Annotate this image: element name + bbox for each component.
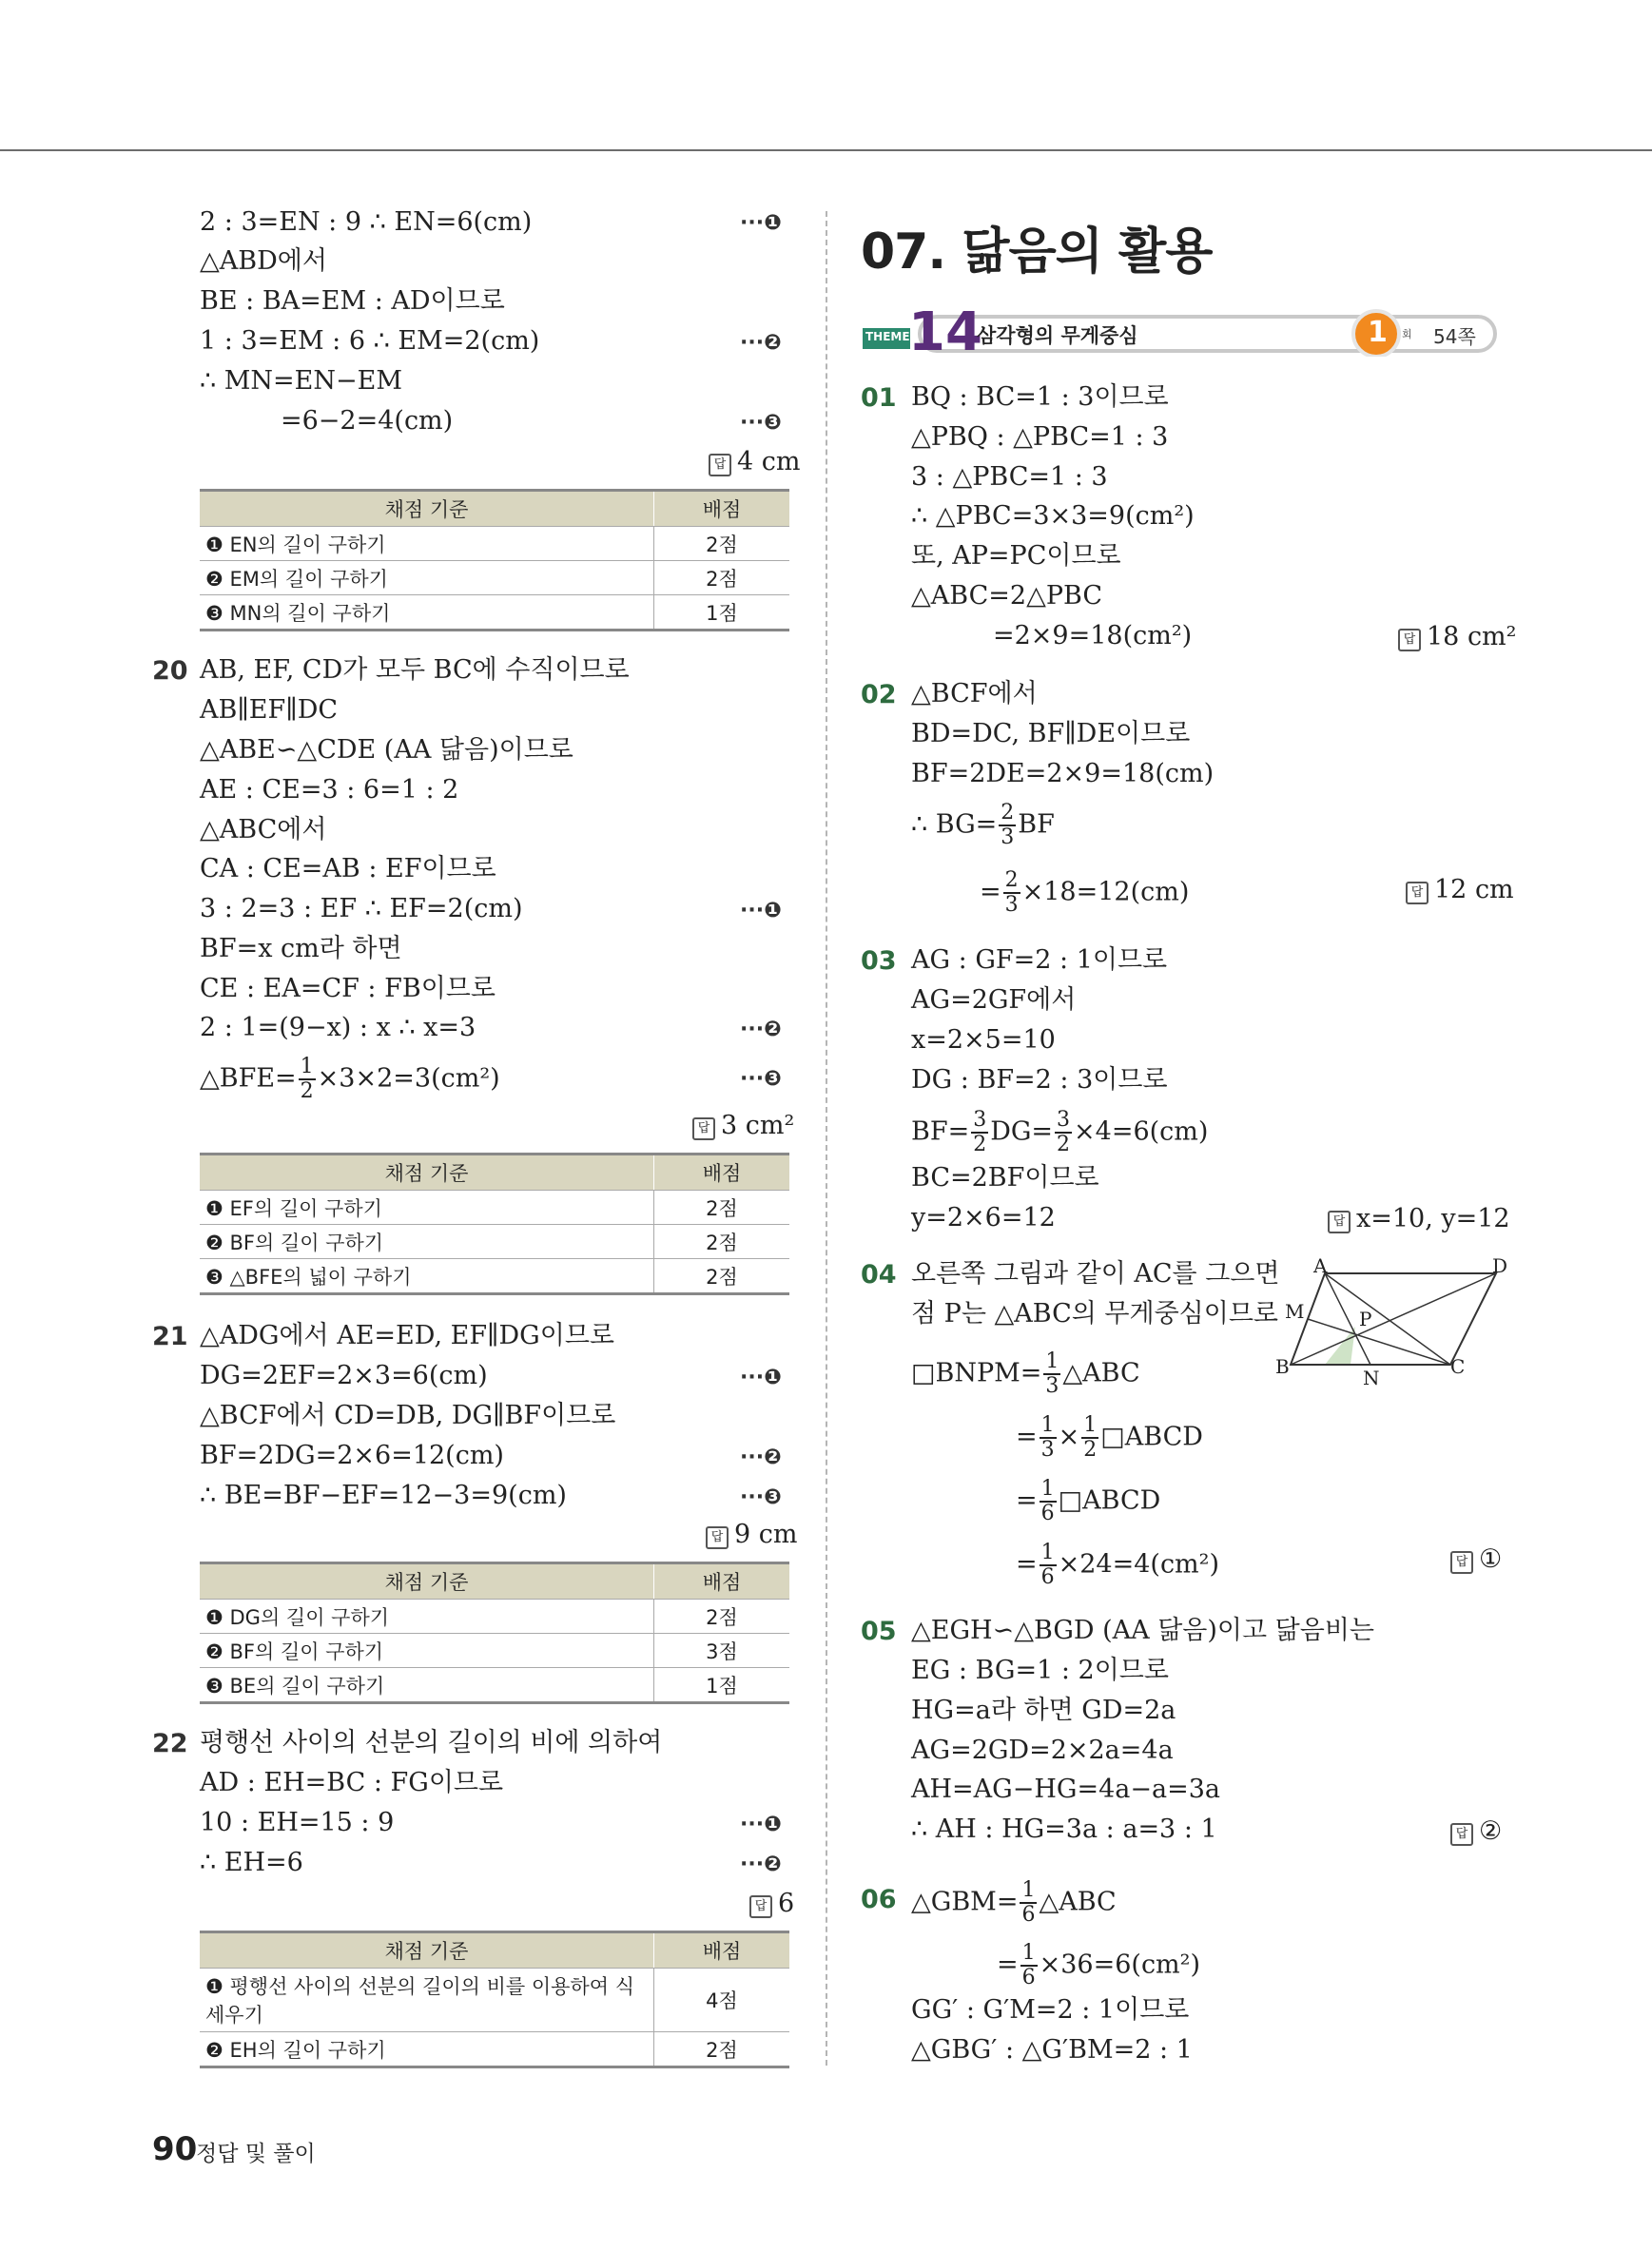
q06-line-1 <box>911 1879 1117 1927</box>
q06-number: 06 <box>861 1885 897 1914</box>
q20-line-7: 3 : 2=3 : EF ∴ EF=2(cm) <box>200 894 523 923</box>
theme-number: 14 <box>908 301 982 363</box>
answer-text: 6 <box>778 1889 795 1918</box>
fig-label-a: A <box>1313 1254 1328 1277</box>
q06-result: ×36=6(cm²) <box>1039 1950 1201 1980</box>
rubric-text: EM의 길이 구하기 <box>229 567 388 591</box>
fraction <box>1020 1879 1037 1927</box>
parallelogram-diagram <box>1279 1260 1507 1388</box>
fig-label-n: N <box>1363 1367 1380 1389</box>
q06-line-3: GG′ : G′M=2 : 1이므로 <box>911 1995 1190 2025</box>
q22-line-2: AD : EH=BC : FG이므로 <box>200 1768 504 1797</box>
answer-text: ① <box>1479 1544 1503 1574</box>
q20-area-prefix: △BFE= <box>200 1063 297 1094</box>
q04-line-1: 오른쪽 그림과 같이 AC를 그으면 <box>911 1259 1280 1289</box>
rubric-text: △BFE의 넓이 구하기 <box>229 1265 412 1289</box>
rubric-text: BF의 길이 구하기 <box>229 1640 384 1663</box>
table-row <box>200 2032 789 2067</box>
answer-icon: 답 <box>1450 1823 1473 1846</box>
fraction <box>1043 1350 1060 1398</box>
frac-num: 2 <box>1004 868 1019 892</box>
q22-rubric-table <box>200 1931 789 2068</box>
rubric-text: EF의 길이 구하기 <box>229 1196 382 1220</box>
q20-line-9: CE : EA=CF : FB이므로 <box>200 974 496 1003</box>
q01-line-1: BQ : BC=1 : 3이므로 <box>911 382 1169 412</box>
q03-line-4: DG : BF=2 : 3이므로 <box>911 1065 1168 1095</box>
table-row <box>200 561 789 595</box>
fig-label-c: C <box>1450 1355 1466 1378</box>
rubric-text: EH의 길이 구하기 <box>229 2038 386 2062</box>
fraction <box>1020 1942 1038 1989</box>
rubric-head-criteria: 채점 기준 <box>200 1563 654 1600</box>
step-marker: ···❶ <box>740 211 782 235</box>
q03-bf-prefix: BF= <box>911 1116 970 1147</box>
header-rule <box>0 149 1652 151</box>
q20-line-4: AE : CE=3 : 6=1 : 2 <box>200 775 459 805</box>
q21-answer <box>706 1520 798 1549</box>
answer-text: 9 cm <box>734 1520 798 1549</box>
equals-sign: = <box>1016 1549 1038 1580</box>
q02-bg-prefix: ∴ BG= <box>911 809 998 840</box>
frac-num: 1 <box>1021 1878 1036 1902</box>
rubric-points: 2점 <box>654 561 790 595</box>
fig-label-b: B <box>1275 1355 1290 1378</box>
q21-rubric-table <box>200 1562 789 1704</box>
q01-line-4: ∴ △PBC=3×3=9(cm²) <box>911 501 1195 531</box>
rubric-step: ❷ <box>205 1640 224 1663</box>
table-row <box>200 1600 789 1634</box>
fraction <box>1040 1542 1057 1589</box>
frac-num: 1 <box>300 1055 314 1078</box>
answer-icon: 답 <box>1328 1211 1351 1233</box>
q06-abc: △ABC <box>1039 1887 1117 1917</box>
equals-sign: = <box>1016 1422 1038 1452</box>
rubric-points: 4점 <box>654 1969 790 2032</box>
q20-number: 20 <box>152 656 188 686</box>
fraction <box>299 1056 316 1103</box>
rubric-head-criteria: 채점 기준 <box>200 1155 654 1191</box>
q01-line-5: 또, AP=PC이므로 <box>911 541 1121 571</box>
frac-num: 1 <box>1040 1477 1055 1501</box>
rubric-step: ❶ <box>205 1605 224 1629</box>
q20-line-1: AB, EF, CD가 모두 BC에 수직이므로 <box>200 655 630 685</box>
q01-line-6: △ABC=2△PBC <box>911 581 1102 611</box>
q20-line-5: △ABC에서 <box>200 815 327 844</box>
theme-title: 삼각형의 무게중심 <box>977 324 1138 347</box>
table-row <box>200 1225 789 1259</box>
frac-num: 1 <box>1040 1413 1055 1437</box>
q03-line-1: AG : GF=2 : 1이므로 <box>911 945 1168 975</box>
rubric-text: MN의 길이 구하기 <box>229 601 391 625</box>
frac-num: 1 <box>1040 1541 1055 1564</box>
rubric-points: 2점 <box>654 1191 790 1225</box>
times-sign: × <box>1058 1422 1080 1452</box>
table-row <box>200 595 789 631</box>
frac-den: 3 <box>1004 893 1019 917</box>
step-marker: ···❶ <box>740 899 782 922</box>
frac-num: 3 <box>973 1108 987 1132</box>
q20-line-10: 2 : 1=(9−x) : x ∴ x=3 <box>200 1013 476 1042</box>
q20-area-suffix: ×3×2=3(cm²) <box>317 1063 500 1094</box>
rubric-head-criteria: 채점 기준 <box>200 491 654 527</box>
rubric-step: ❸ <box>205 1265 224 1289</box>
q03-line-5 <box>911 1109 1208 1156</box>
q02-answer <box>1406 875 1514 904</box>
q02-number: 02 <box>861 680 897 709</box>
frac-den: 6 <box>1021 1903 1036 1927</box>
frac-den: 6 <box>1040 1502 1055 1525</box>
q03-number: 03 <box>861 946 897 976</box>
q22-line-4: ∴ EH=6 <box>200 1848 303 1877</box>
q05-number: 05 <box>861 1617 897 1646</box>
round-suffix: 회 <box>1402 328 1412 340</box>
frac-num: 1 <box>1021 1941 1036 1965</box>
q21-number: 21 <box>152 1322 188 1351</box>
table-row <box>200 1191 789 1225</box>
q03-line-2: AG=2GF에서 <box>911 985 1077 1015</box>
q02-line-2: BD=DC, BF∥DE이므로 <box>911 719 1191 748</box>
rubric-text: EN의 길이 구하기 <box>229 533 386 556</box>
q20-line-8: BF=x cm라 하면 <box>200 934 402 963</box>
rubric-head-points: 배점 <box>654 1932 790 1969</box>
rubric-points: 2점 <box>654 1600 790 1634</box>
q01-line-2: △PBQ : △PBC=1 : 3 <box>911 422 1169 452</box>
step-marker: ···❷ <box>740 1018 782 1041</box>
fraction <box>999 802 1016 849</box>
rubric-step: ❷ <box>205 1231 224 1254</box>
fraction <box>971 1109 988 1156</box>
q01-line-3: 3 : △PBC=1 : 3 <box>911 462 1108 492</box>
answer-text: x=10, y=12 <box>1356 1204 1510 1233</box>
frac-den: 3 <box>1040 1438 1055 1462</box>
q03-result: ×4=6(cm) <box>1074 1116 1209 1147</box>
rubric-points: 2점 <box>654 1225 790 1259</box>
rubric-points: 1점 <box>654 595 790 631</box>
rubric-points: 2점 <box>654 527 790 561</box>
frac-den: 3 <box>1045 1374 1059 1398</box>
rubric-head-criteria: 채점 기준 <box>200 1932 654 1969</box>
fig-label-p: P <box>1359 1308 1372 1330</box>
q06-line-2 <box>997 1942 1200 1989</box>
q20-line-2: AB∥EF∥DC <box>200 695 339 725</box>
page-number: 90 <box>152 2130 198 2168</box>
q04-answer <box>1450 1544 1502 1574</box>
rubric-text: DG의 길이 구하기 <box>229 1605 390 1629</box>
q22-answer <box>749 1889 794 1918</box>
q05-line-3: HG=a라 하면 GD=2a <box>911 1696 1176 1725</box>
parallelogram-figure <box>1275 1254 1508 1389</box>
table-row <box>200 1259 789 1294</box>
q19-line-5: ∴ MN=EN−EM <box>200 366 402 396</box>
q21-line-2: DG=2EF=2×3=6(cm) <box>200 1361 488 1390</box>
rubric-step: ❶ <box>205 1975 224 1998</box>
table-row <box>200 1969 789 2032</box>
q04-line-6 <box>1016 1542 1219 1589</box>
rubric-text: 평행선 사이의 선분의 길이의 비를 이용하여 식 세우기 <box>205 1975 634 2027</box>
answer-text: 3 cm² <box>721 1111 795 1140</box>
q05-line-2: EG : BG=1 : 2이므로 <box>911 1656 1169 1685</box>
q02-bg-suffix: BF <box>1018 809 1055 840</box>
fraction <box>1081 1414 1098 1462</box>
rubric-points: 3점 <box>654 1634 790 1668</box>
q02-line-1: △BCF에서 <box>911 679 1038 708</box>
q19-rubric-table <box>200 489 789 631</box>
q04-line-4 <box>1016 1414 1203 1462</box>
step-marker: ···❷ <box>740 1446 782 1469</box>
theme-banner <box>863 301 1500 363</box>
q05-line-5: AH=AG−HG=4a−a=3a <box>911 1775 1220 1804</box>
table-row <box>200 1668 789 1703</box>
q21-line-4: BF=2DG=2×6=12(cm) <box>200 1441 504 1470</box>
column-divider <box>826 211 827 2066</box>
q06-line-4: △GBG′ : △G′BM=2 : 1 <box>911 2035 1193 2065</box>
step-marker: ···❸ <box>740 411 782 435</box>
q21-line-3: △BCF에서 CD=DB, DG∥BF이므로 <box>200 1401 616 1430</box>
q04-abcd: □ABCD <box>1058 1485 1161 1516</box>
step-marker: ···❶ <box>740 1366 782 1389</box>
equals-sign: = <box>1016 1485 1038 1516</box>
q04-bnpm: □BNPM= <box>911 1358 1042 1388</box>
q01-number: 01 <box>861 383 897 413</box>
step-marker: ···❸ <box>740 1067 782 1091</box>
q19-line-3: BE : BA=EM : AD이므로 <box>200 286 505 316</box>
answer-text: 12 cm <box>1434 875 1514 904</box>
page-label: 정답 및 풀이 <box>196 2142 316 2166</box>
q02-line-4 <box>911 802 1055 849</box>
q21-line-1: △ADG에서 AE=ED, EF∥DG이므로 <box>200 1321 614 1350</box>
rubric-step: ❷ <box>205 567 224 591</box>
frac-num: 1 <box>1045 1349 1059 1373</box>
q20-line-3: △ABE∽△CDE (AA 닮음)이므로 <box>200 735 573 765</box>
q03-dg: DG= <box>990 1116 1054 1147</box>
round-number: 1 <box>1368 316 1388 349</box>
table-row <box>200 1634 789 1668</box>
rubric-text: BF의 길이 구하기 <box>229 1231 384 1254</box>
q05-line-1: △EGH∽△BGD (AA 닮음)이고 닮음비는 <box>911 1616 1375 1645</box>
rubric-step: ❶ <box>205 1196 224 1220</box>
q20-answer <box>692 1111 794 1140</box>
q04-abcd: □ABCD <box>1100 1422 1203 1452</box>
theme-tag: THEME <box>865 330 910 343</box>
q22-line-1: 평행선 사이의 선분의 길이의 비에 의하여 <box>200 1728 663 1757</box>
q02-line-3: BF=2DE=2×9=18(cm) <box>911 759 1215 788</box>
q01-answer <box>1398 622 1517 651</box>
q05-line-6: ∴ AH : HG=3a : a=3 : 1 <box>911 1814 1217 1844</box>
answer-icon: 답 <box>749 1895 772 1918</box>
answer-text: 18 cm² <box>1427 622 1517 651</box>
rubric-points: 2점 <box>654 2032 790 2067</box>
rubric-head-points: 배점 <box>654 491 790 527</box>
q03-line-3: x=2×5=10 <box>911 1025 1056 1055</box>
q22-number: 22 <box>152 1729 188 1758</box>
rubric-head-points: 배점 <box>654 1563 790 1600</box>
rubric-head-points: 배점 <box>654 1155 790 1191</box>
answer-icon: 답 <box>709 454 731 476</box>
q06-gbm: △GBM= <box>911 1887 1019 1917</box>
step-marker: ···❸ <box>740 1485 782 1509</box>
section-title: 07. 닮음의 활용 <box>861 223 1213 281</box>
frac-num: 1 <box>1083 1413 1098 1437</box>
q02-result: ×18=12(cm) <box>1021 877 1190 907</box>
q02-eq: = <box>980 877 1001 907</box>
q19-line-1: 2 : 3=EN : 9 ∴ EN=6(cm) <box>200 207 533 237</box>
fraction <box>1040 1414 1057 1462</box>
q20-line-6: CA : CE=AB : EF이므로 <box>200 854 496 883</box>
fig-label-m: M <box>1285 1300 1305 1323</box>
rubric-text: BE의 길이 구하기 <box>229 1674 385 1698</box>
step-marker: ···❶ <box>740 1813 782 1836</box>
rubric-points: 2점 <box>654 1259 790 1294</box>
rubric-step: ❸ <box>205 1674 224 1698</box>
fraction <box>1040 1478 1057 1525</box>
q04-abc: △ABC <box>1062 1358 1140 1388</box>
q04-line-5 <box>1016 1478 1160 1525</box>
q05-answer <box>1450 1816 1502 1846</box>
q04-line-2: 점 P는 △ABC의 무게중심이므로 <box>911 1299 1278 1329</box>
answer-text: 4 cm <box>737 447 801 476</box>
q03-line-7: y=2×6=12 <box>911 1203 1056 1232</box>
q01-line-7: =2×9=18(cm²) <box>993 621 1193 650</box>
q20-rubric-table <box>200 1153 789 1295</box>
frac-den: 2 <box>1057 1133 1071 1156</box>
answer-text: ② <box>1479 1816 1503 1846</box>
frac-num: 2 <box>1001 801 1015 825</box>
frac-num: 3 <box>1057 1108 1071 1132</box>
q21-line-5: ∴ BE=BF−EF=12−3=9(cm) <box>200 1481 567 1510</box>
rubric-step: ❸ <box>205 601 224 625</box>
frac-den: 2 <box>300 1079 314 1103</box>
step-marker: ···❷ <box>740 1853 782 1876</box>
q04-number: 04 <box>861 1260 897 1290</box>
q05-line-4: AG=2GD=2×2a=4a <box>911 1736 1174 1765</box>
rubric-step: ❷ <box>205 2038 224 2062</box>
answer-icon: 답 <box>692 1117 715 1140</box>
q19-line-2: △ABD에서 <box>200 246 327 276</box>
answer-icon: 답 <box>1398 629 1421 651</box>
q19-line-6: =6−2=4(cm) <box>281 406 454 436</box>
answer-icon: 답 <box>1450 1551 1473 1574</box>
answer-icon: 답 <box>1406 882 1428 904</box>
rubric-points: 1점 <box>654 1668 790 1703</box>
answer-icon: 답 <box>706 1526 729 1549</box>
page-reference: 54쪽 <box>1433 325 1476 348</box>
q04-result: ×24=4(cm²) <box>1058 1549 1220 1580</box>
q19-answer <box>709 447 801 476</box>
q22-line-3: 10 : EH=15 : 9 <box>200 1808 395 1837</box>
frac-den: 2 <box>1083 1438 1098 1462</box>
q20-line-11 <box>200 1056 500 1103</box>
frac-den: 6 <box>1021 1966 1036 1989</box>
q03-answer <box>1328 1204 1510 1233</box>
frac-den: 3 <box>1001 825 1015 849</box>
fig-label-d: D <box>1492 1254 1508 1277</box>
table-row <box>200 527 789 561</box>
q03-line-6: BC=2BF이므로 <box>911 1163 1099 1193</box>
frac-den: 6 <box>1040 1565 1055 1589</box>
step-marker: ···❷ <box>740 331 782 355</box>
fraction <box>1055 1109 1072 1156</box>
rubric-step: ❶ <box>205 533 224 556</box>
q19-line-4: 1 : 3=EM : 6 ∴ EM=2(cm) <box>200 326 540 356</box>
q04-line-3 <box>911 1350 1140 1398</box>
equals-sign: = <box>997 1950 1019 1980</box>
q02-line-5 <box>980 869 1189 917</box>
frac-den: 2 <box>973 1133 987 1156</box>
fraction <box>1003 869 1020 917</box>
